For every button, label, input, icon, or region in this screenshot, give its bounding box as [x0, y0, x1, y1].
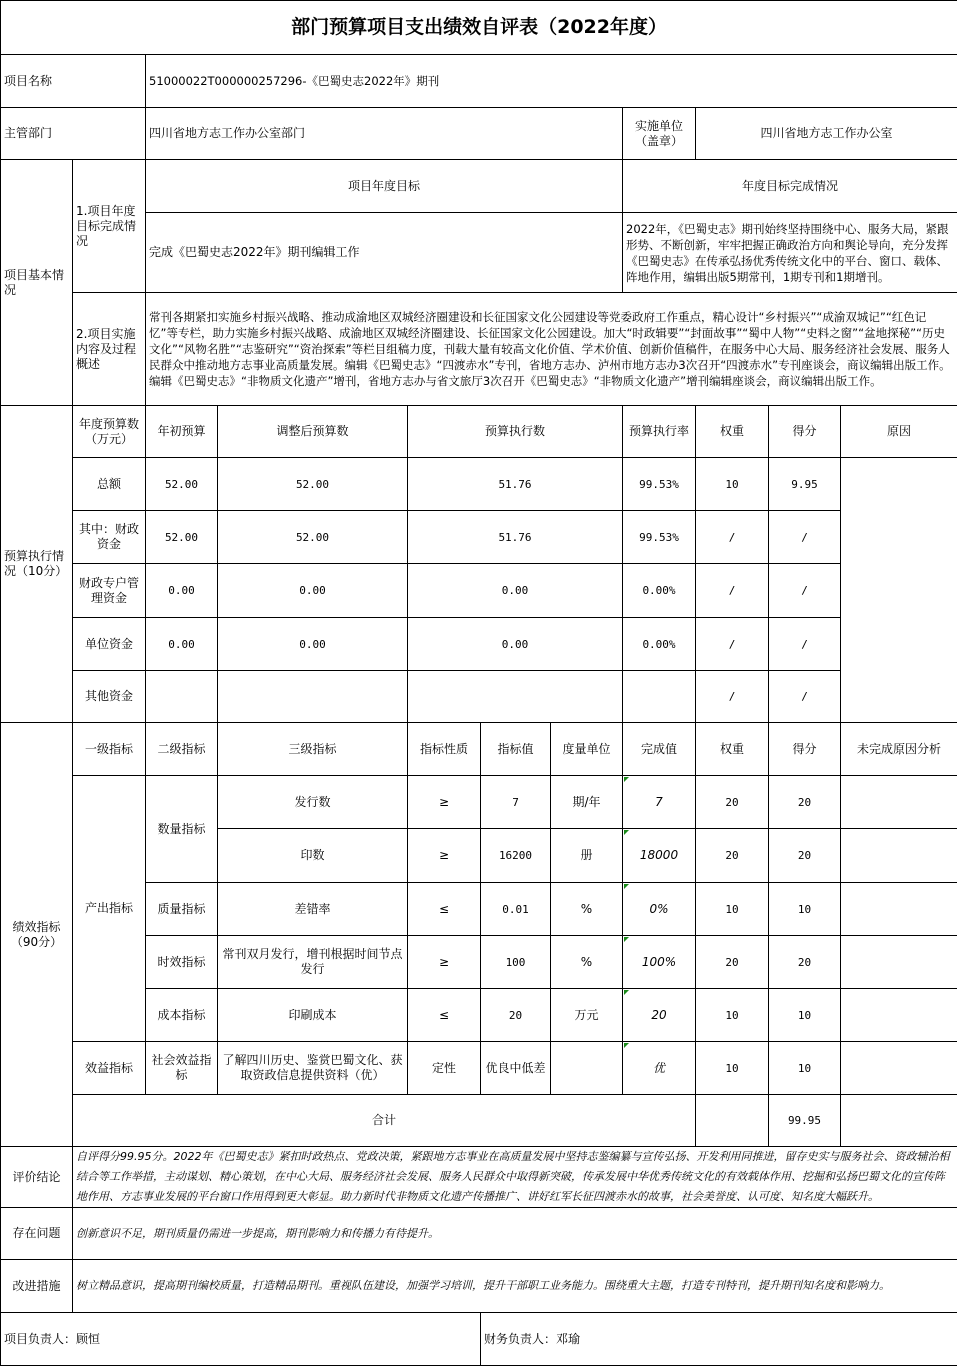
perf-nature: ≥ [408, 776, 481, 829]
perf-reason [841, 776, 957, 829]
perf-target: 0.01 [481, 883, 551, 936]
total-score: 99.95 [769, 1095, 841, 1147]
budget-row-name: 单位资金 [73, 618, 146, 671]
impl-unit-value: 四川省地方志工作办公室 [696, 108, 957, 160]
perf-unit: 册 [551, 829, 623, 883]
problems-label: 存在问题 [1, 1208, 73, 1260]
budget-adjusted: 0.00 [218, 618, 408, 671]
perf-actual: 7 [623, 776, 696, 829]
perf-l3: 常刊双月发行，增刊根据时间节点发行 [218, 936, 408, 989]
budget-rate: 0.00% [623, 564, 696, 618]
budget-row-name: 其他资金 [73, 671, 146, 723]
perf-l3: 差错率 [218, 883, 408, 936]
perf-actual: 0% [623, 883, 696, 936]
budget-executed: 0.00 [408, 564, 623, 618]
basic-info-label: 项目基本情况 [1, 160, 73, 406]
perf-actual: 18000 [623, 829, 696, 883]
perf-unit: 万元 [551, 989, 623, 1042]
perf-l3: 了解四川历史、鉴赏巴蜀文化、获取资政信息提供资料（优） [218, 1042, 408, 1095]
perf-l3: 印刷成本 [218, 989, 408, 1042]
perf-header: 完成值 [623, 723, 696, 776]
perf-l2: 成本指标 [146, 989, 218, 1042]
total-label: 合计 [73, 1095, 696, 1147]
budget-adjusted: 52.00 [218, 511, 408, 564]
perf-target: 优良中低差 [481, 1042, 551, 1095]
perf-target: 16200 [481, 829, 551, 883]
output-indicator-label: 产出指标 [73, 776, 146, 1042]
perf-header: 指标值 [481, 723, 551, 776]
perf-actual: 20 [623, 989, 696, 1042]
impl-section-label: 2.项目实施内容及过程概述 [73, 293, 146, 406]
perf-l2: 质量指标 [146, 883, 218, 936]
budget-score: 9.95 [769, 458, 841, 511]
budget-initial: 0.00 [146, 564, 218, 618]
improve-label: 改进措施 [1, 1260, 73, 1313]
perf-target: 20 [481, 989, 551, 1042]
total-weight [696, 1095, 769, 1147]
perf-weight: 10 [696, 883, 769, 936]
perf-score: 20 [769, 776, 841, 829]
perf-score: 20 [769, 829, 841, 883]
budget-rate: 99.53% [623, 511, 696, 564]
perf-unit: % [551, 883, 623, 936]
budget-initial: 52.00 [146, 458, 218, 511]
budget-header: 年初预算 [146, 406, 218, 458]
goal-header: 项目年度目标 [146, 160, 623, 213]
perf-reason [841, 883, 957, 936]
perf-reason [841, 829, 957, 883]
perf-unit: % [551, 936, 623, 989]
perf-label: 绩效指标（90分） [1, 723, 73, 1147]
impl-unit-label: 实施单位（盖章） [623, 108, 696, 160]
budget-weight: / [696, 564, 769, 618]
finance-leader: 财务负责人：邓瑜 [481, 1313, 957, 1366]
perf-l2: 社会效益指标 [146, 1042, 218, 1095]
perf-l3: 印数 [218, 829, 408, 883]
done-header: 年度目标完成情况 [623, 160, 957, 213]
page-title: 部门预算项目支出绩效自评表（2022年度） [1, 1, 957, 55]
perf-nature: ≤ [408, 883, 481, 936]
budget-weight: / [696, 511, 769, 564]
perf-header: 得分 [769, 723, 841, 776]
improve-text: 树立精品意识，提高期刊编校质量，打造精品期刊。重视队伍建设，加强学习培训，提升干部职工业务能力。围绕重大主题，打造专刊特刊，提升期刊知名度和影响力。 [73, 1260, 957, 1313]
perf-target: 7 [481, 776, 551, 829]
perf-reason [841, 936, 957, 989]
budget-weight: / [696, 671, 769, 723]
budget-score: / [769, 511, 841, 564]
budget-initial: 52.00 [146, 511, 218, 564]
perf-header: 指标性质 [408, 723, 481, 776]
budget-executed [408, 671, 623, 723]
perf-header: 三级指标 [218, 723, 408, 776]
budget-score: / [769, 564, 841, 618]
perf-weight: 20 [696, 936, 769, 989]
perf-header: 二级指标 [146, 723, 218, 776]
perf-target: 100 [481, 936, 551, 989]
perf-nature: 定性 [408, 1042, 481, 1095]
perf-reason [841, 989, 957, 1042]
budget-adjusted: 52.00 [218, 458, 408, 511]
budget-adjusted [218, 671, 408, 723]
budget-initial [146, 671, 218, 723]
budget-executed: 0.00 [408, 618, 623, 671]
benefit-indicator-label: 效益指标 [73, 1042, 146, 1095]
budget-header: 原因 [841, 406, 957, 458]
perf-l2: 时效指标 [146, 936, 218, 989]
perf-nature: ≥ [408, 936, 481, 989]
budget-executed: 51.76 [408, 458, 623, 511]
perf-weight: 20 [696, 829, 769, 883]
budget-adjusted: 0.00 [218, 564, 408, 618]
budget-rate: 0.00% [623, 618, 696, 671]
budget-label: 预算执行情况（10分） [1, 406, 73, 723]
budget-header: 权重 [696, 406, 769, 458]
dept-label: 主管部门 [1, 108, 146, 160]
perf-weight: 20 [696, 776, 769, 829]
perf-unit [551, 1042, 623, 1095]
perf-actual: 优 [623, 1042, 696, 1095]
project-leader: 项目负责人：顾恒 [1, 1313, 481, 1366]
budget-score: / [769, 618, 841, 671]
dept-value: 四川省地方志工作办公室部门 [146, 108, 623, 160]
perf-score: 20 [769, 936, 841, 989]
budget-header: 调整后预算数 [218, 406, 408, 458]
budget-initial: 0.00 [146, 618, 218, 671]
total-reason [841, 1095, 957, 1147]
goal-text: 完成《巴蜀史志2022年》期刊编辑工作 [146, 213, 623, 293]
perf-unit: 期/年 [551, 776, 623, 829]
perf-l3: 发行数 [218, 776, 408, 829]
budget-row-name: 财政专户管理资金 [73, 564, 146, 618]
budget-score: / [769, 671, 841, 723]
impl-text: 常刊各期紧扣实施乡村振兴战略、推动成渝地区双城经济圈建设和长征国家文化公园建设等党委政府工作重点，精心设计“乡村振兴”“成渝双城记”“红色记忆”等专栏，助力实施乡村振兴战略、成渝地区双城经济圈建设、长征国家文化公园建设。加大“时政辑要”“封面故事”“蜀中人物”“史料之窗”“盆地探秘”“历史文化”“风物名胜”“志鉴研究”“资治探索”等栏目组稿力度，刊载大量有较高文化价值、学术价值、创新价值稿件，在服务中心大局、服务经济社会发展、服务人民群众中推动地方志事业高质量发展。编辑《巴蜀史志》“四渡赤水”专刊，省地方志办、泸州市地方志办3次召开“四渡赤水”专刊座谈会，商议编辑出版工作。编辑《巴蜀史志》“非物质文化遗产”增刊，省地方志办与省文旅厅3次召开《巴蜀史志》“非物质文化遗产”增刊编辑座谈会，商议编辑出版工作。 [146, 293, 957, 406]
budget-row-name: 总额 [73, 458, 146, 511]
project-name-value: 51000022T000000257296-《巴蜀史志2022年》期刊 [146, 55, 957, 108]
perf-score: 10 [769, 1042, 841, 1095]
problems-text: 创新意识不足，期刊质量仍需进一步提高，期刊影响力和传播力有待提升。 [73, 1208, 957, 1260]
perf-reason [841, 1042, 957, 1095]
project-name-label: 项目名称 [1, 55, 146, 108]
perf-nature: ≥ [408, 829, 481, 883]
done-text: 2022年，《巴蜀史志》期刊始终坚持围绕中心、服务大局，紧跟形势、不断创新，牢牢把握正确政治方向和舆论导向，充分发挥《巴蜀史志》在传承弘扬优秀传统文化中的平台、窗口、载体、阵地作用，编辑出版5期常刊，1期专刊和1期增刊。 [623, 213, 957, 293]
perf-header: 一级指标 [73, 723, 146, 776]
perf-header: 权重 [696, 723, 769, 776]
perf-header: 度量单位 [551, 723, 623, 776]
budget-rate [623, 671, 696, 723]
conclusion-text: 自评得分99.95分。2022年《巴蜀史志》紧扣时政热点、党政决策，紧跟地方志事业在高质量发展中坚持志鉴编纂与宣传弘扬、开发利用同推进，留存史实与服务社会、资政辅治相结合等工作举措，主动谋划、精心策划，在中心大局、服务经济社会发展、服务人民群众中取得新突破，传承发展中华优秀传统文化的有效载体作用、挖掘和弘扬巴蜀文化的宣传阵地作用、方志事业发展的平台窗口作用得到更大彰显。助力新时代非物质文化遗产传播推广、讲好红军长征四渡赤水的故事，社会美誉度、认可度、知名度大幅跃升。 [73, 1147, 957, 1208]
perf-nature: ≤ [408, 989, 481, 1042]
budget-weight: 10 [696, 458, 769, 511]
budget-reason [841, 458, 957, 723]
budget-header: 年度预算数（万元） [73, 406, 146, 458]
quantity-indicator-label: 数量指标 [146, 776, 218, 883]
budget-row-name: 其中：财政资金 [73, 511, 146, 564]
conclusion-label: 评价结论 [1, 1147, 73, 1208]
goal-section-label: 1.项目年度目标完成情况 [73, 160, 146, 293]
budget-header: 预算执行率 [623, 406, 696, 458]
perf-score: 10 [769, 989, 841, 1042]
budget-executed: 51.76 [408, 511, 623, 564]
perf-weight: 10 [696, 989, 769, 1042]
perf-actual: 100% [623, 936, 696, 989]
budget-header: 得分 [769, 406, 841, 458]
budget-weight: / [696, 618, 769, 671]
perf-score: 10 [769, 883, 841, 936]
perf-header: 未完成原因分析 [841, 723, 957, 776]
budget-rate: 99.53% [623, 458, 696, 511]
budget-header: 预算执行数 [408, 406, 623, 458]
perf-weight: 10 [696, 1042, 769, 1095]
